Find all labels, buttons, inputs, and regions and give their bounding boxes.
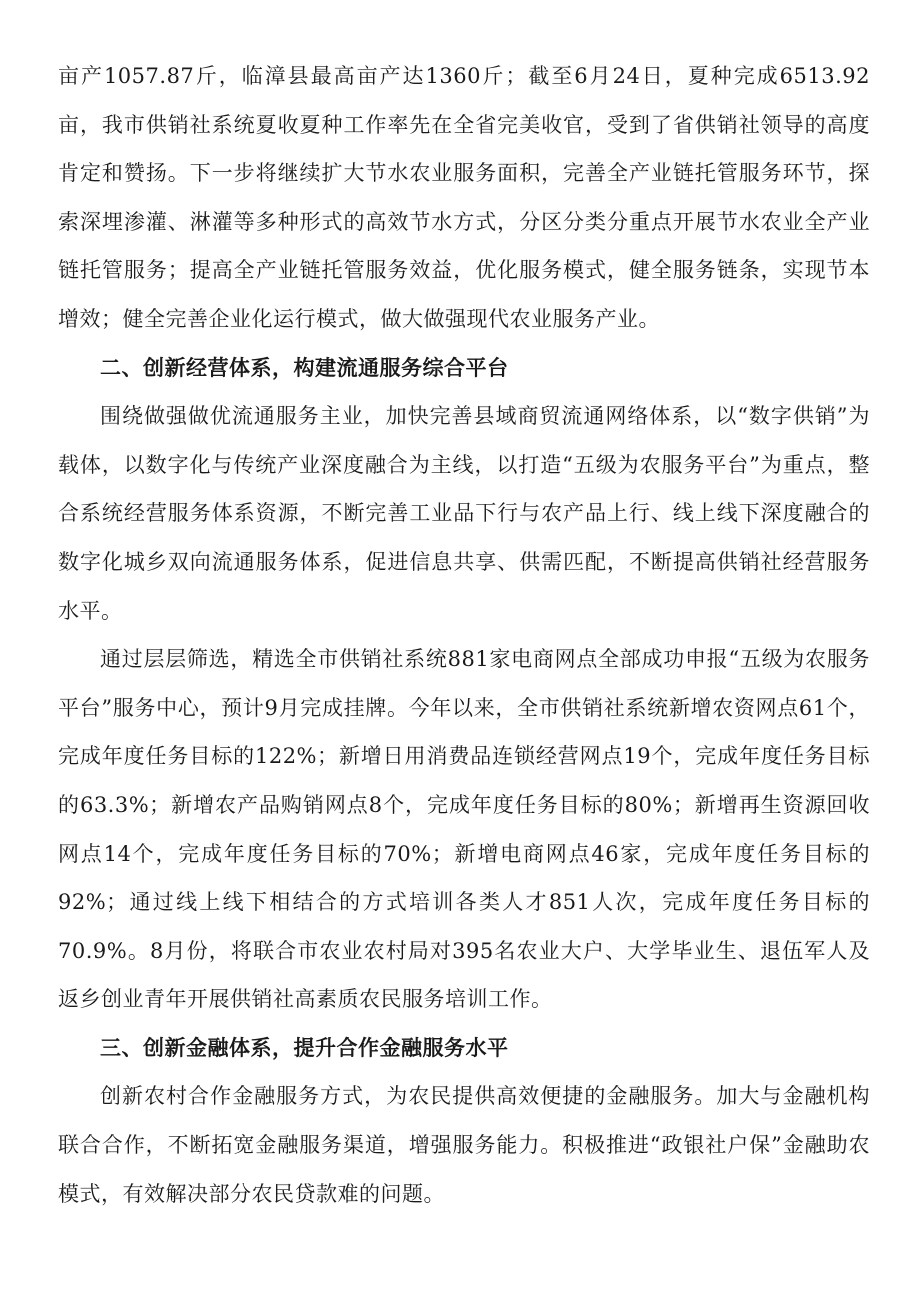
paragraph-circulation-overview: 围绕做强做优流通服务主业，加快完善县域商贸流通网络体系，以“数字供销”为载体，以数字化与传统产业深度融合为主线，以打造“五级为农服务平台”为重点，整合系统经营服务体系资源，不断完善工业品下行与农产品上行、线上线下深度融合的数字化城乡双向流通服务体系，促进信息共享、供需匹配，不断提高供销社经营服务水平。 [58,404,870,623]
paragraph-finance: 创新农村合作金融服务方式，为农民提供高效便捷的金融服务。加大与金融机构联合合作，不断拓宽金融服务渠道，增强服务能力。积极推进“政银社户保”金融助农模式，有效解决部分农民贷款难的问题。 [58,1084,870,1206]
section-heading-3: 三、创新金融体系，提升合作金融服务水平 [100,1035,509,1060]
document-body [58,52,870,1218]
section-heading-2: 二、创新经营体系，构建流通服务综合平台 [100,355,509,380]
paragraph-circulation-stats: 通过层层筛选，精选全市供销社系统881家电商网点全部成功申报“五级为农服务平台”服务中心，预计9月完成挂牌。今年以来，全市供销社系统新增农资网点61个，完成年度任务目标的122%；新增日用消费品连锁经营网点19个，完成年度任务目标的63.3%；新增农产品购销网点8个，完成年度任务目标的80%；新增再生资源回收网点14个，完成年度任务目标的70%；新增电商网点46家，完成年度任务目标的92%；通过线上线下相结合的方式培训各类人才851人次，完成年度任务目标的70.9%。8月份，将联合市农业农村局对395名农业大户、大学毕业生、退伍军人及返乡创业青年开展供销社高素质农民服务培训工作。 [58,647,870,1012]
paragraph-continued: 亩产1057.87斤，临漳县最高亩产达1360斤；截至6月24日，夏种完成6513.92亩，我市供销社系统夏收夏种工作率先在全省完美收官，受到了省供销社领导的高度肯定和赞扬。下一步将继续扩大节水农业服务面积，完善全产业链托管服务环节，探索深埋渗灌、淋灌等多种形式的高效节水方式，分区分类分重点开展节水农业全产业链托管服务；提高全产业链托管服务效益，优化服务模式，健全服务链条，实现节本增效；健全完善企业化运行模式，做大做强现代农业服务产业。 [58,64,870,331]
